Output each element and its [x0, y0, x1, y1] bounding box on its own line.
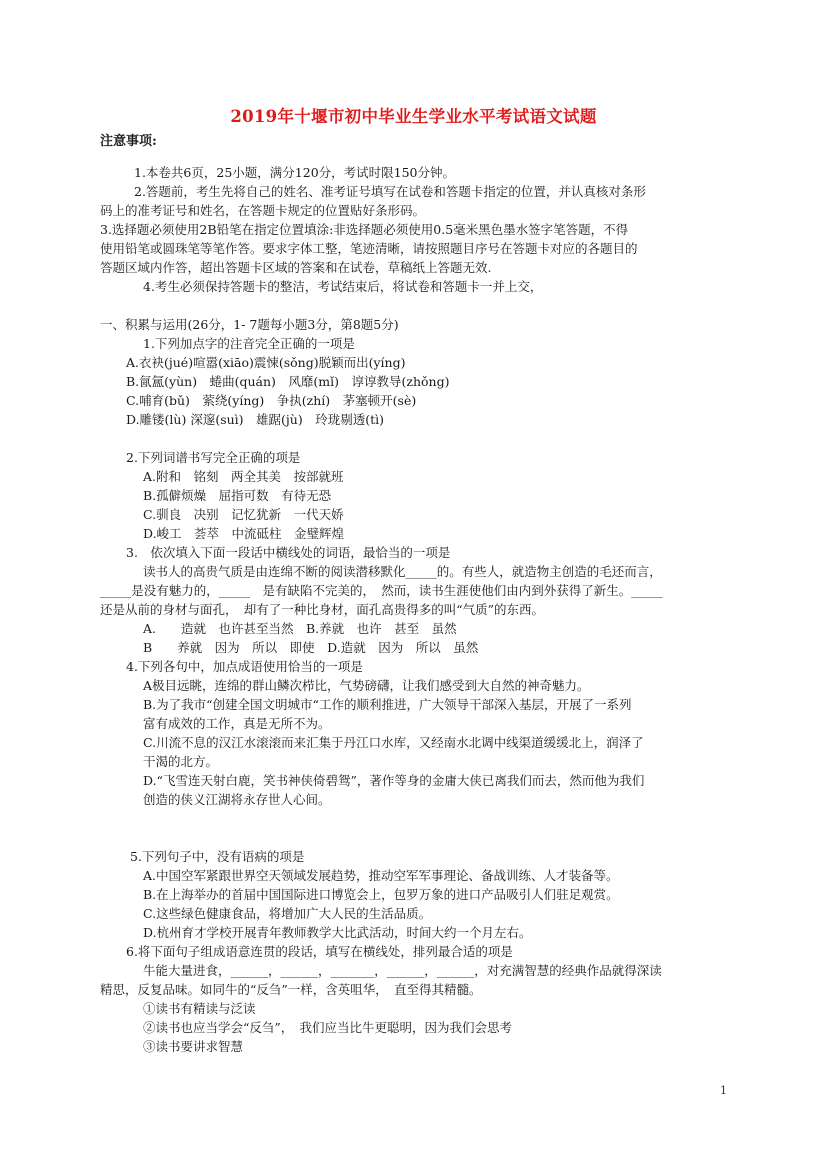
question-stem: 4.下列各句中，加点成语使用恰当的一项是 [126, 659, 363, 674]
notice-line: 码上的准考证号和姓名，在答题卡规定的位置贴好条形码。 [100, 203, 426, 218]
question-option: A.附和 铭刻 两全其美 按部就班 [143, 469, 344, 484]
notice-heading: 注意事项: [100, 134, 157, 149]
question-option: C.川流不息的汉江水滚滚而来汇集于丹江口水库，又经南水北调中线渠道缓缓北上，润泽了 [143, 735, 644, 750]
passage-line: 牛能大量进食，______，______，_______，______，______，对充满智慧的经典作品就得深读 [143, 963, 662, 978]
question-option: B 养就 因为 所以 即使 D.造就 因为 所以 虽然 [143, 640, 479, 655]
passage-line: _____是没有魅力的，_____ 是有缺陷不完美的， 然而，读书生涯使他们由内到外获得了新生。_____ [100, 583, 663, 598]
question-option: B.为了我市“创建全国文明城市“工作的顺利推进，广大领导干部深入基层，开展了一系列 [143, 697, 632, 712]
passage-line: 还是从前的身材与面孔， 却有了一种比身材，面孔高贵得多的叫“气质”的东西。 [100, 602, 545, 617]
section-heading: 一、积累与运用(26分，1- 7题每小题3分，第8题5分) [100, 317, 399, 332]
question-option: C.驯良 决别 记忆犹新 一代天娇 [143, 507, 344, 522]
notice-line: 2.答题前，考生先将自己的姓名、准考证号填写在试卷和答题卡指定的位置，并认真核对条形 [134, 184, 646, 199]
exam-title: 2019年十堰市初中毕业生学业水平考试语文试题 [230, 107, 597, 126]
question-option: C.哺育(bǔ) 萦绕(yíng) 争执(zhí) 茅塞顿开(sè) [126, 393, 417, 408]
question-option: D.峻工 荟萃 中流砥柱 金璧辉煌 [143, 526, 345, 541]
sentence-item: ①读书有精读与泛读 [143, 1001, 256, 1016]
page-number: 1 [720, 1084, 727, 1097]
notice-line: 使用铅笔或圆珠笔等笔作答。要求字体工整，笔迹清晰，请按照题目序号在答题卡对应的各题目的 [100, 241, 638, 256]
passage-line: 精思，反复品味。如同牛的“反刍”一样，含英咀华， 直至得其精髓。 [100, 982, 482, 997]
sentence-item: ②读书也应当学会“反刍”， 我们应当比牛更聪明，因为我们会思考 [143, 1020, 513, 1035]
question-option: B.孤僻烦燥 屈指可数 有待无恐 [143, 488, 332, 503]
notice-line: 3.选择题必须使用2B铅笔在指定位置填涂:非选择题必须使用0.5毫米黑色墨水签字笔答题，不得 [100, 222, 629, 237]
question-stem: 2.下列词谱书写完全正确的项是 [126, 450, 301, 465]
passage-line: 读书人的高贵气质是由连绵不断的阅读潜移默化_____的。有些人，就造物主创造的毛还而言， [143, 564, 662, 579]
question-stem: 3. 依次填入下面一段话中横线处的词语，最恰当的一项是 [126, 545, 451, 560]
question-option: B.氤氲(yùn) 蜷曲(quán) 风靡(mǐ) 谆谆教导(zhǒng) [126, 374, 450, 389]
notice-line: 1.本卷共6页，25小题，满分120分，考试时限150分钟。 [134, 165, 456, 180]
question-option: 干渴的北方。 [143, 754, 219, 769]
question-option: 创造的侠义江湖将永存世人心间。 [143, 792, 331, 807]
question-stem: 5.下列句子中，没有语病的项是 [130, 849, 305, 864]
question-option: 富有成效的工作，真是无所不为。 [143, 716, 331, 731]
question-option: A.中国空军紧跟世界空天领域发展趋势，推动空军军事理论、备战训练、人才装备等。 [143, 868, 619, 883]
question-option: D.杭州育才学校开展青年教师教学大比武活动，时间大约一个月左右。 [143, 925, 532, 940]
question-stem: 1.下列加点字的注音完全正确的一项是 [143, 336, 355, 351]
question-option: C.这些绿色健康食品，将增加广大人民的生活品质。 [143, 906, 432, 921]
notice-line: 答题区域内作答，超出答题卡区域的答案和在试卷，草稿纸上答题无效. [100, 260, 492, 275]
question-stem: 6.将下面句子组成语意连贯的段话，填写在横线处，排列最合适的项是 [126, 944, 513, 959]
question-option: B.在上海举办的首届中国国际进口博览会上，包罗万象的进口产品吸引人们驻足观赏。 [143, 887, 619, 902]
notice-line: 4.考生必须保持答题卡的整洁，考试结束后，将试卷和答题卡一并上交， [143, 279, 543, 294]
question-option: A. 造就 也许甚至当然 B.养就 也许 甚至 虽然 [143, 621, 457, 636]
question-option: A.衣袂(jué)喧嚣(xiāo)震悚(sǒng)脱颖而出(yíng) [126, 355, 406, 370]
question-option: A极目远眺，连绵的群山鳞次栉比，气势磅礴，让我们感受到大自然的神奇魅力。 [143, 678, 590, 693]
question-option: D.“飞雪连天射白鹿，笑书神侠倚碧鸳”，著作等身的金庸大侠已离我们而去，然而他为我们 [143, 773, 645, 788]
question-option: D.雕镂(lù) 深邃(suì) 雄踞(jù) 玲珑剔透(tì) [126, 412, 384, 427]
sentence-item: ③读书要讲求智慧 [143, 1039, 244, 1054]
